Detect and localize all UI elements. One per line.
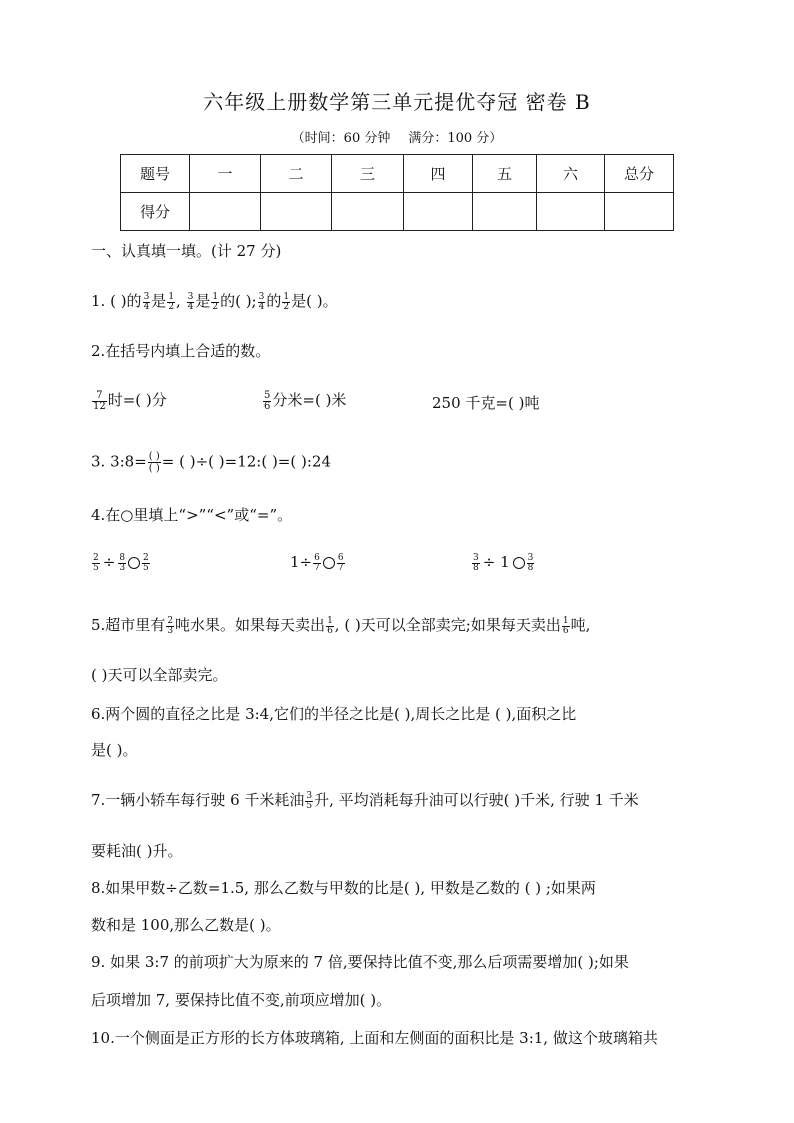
table-cell: 三 <box>332 155 404 193</box>
score-input-cell[interactable] <box>190 193 261 231</box>
fraction: $\frac{2}{5}$ <box>143 552 149 573</box>
q1-text: 是 <box>195 292 211 310</box>
fraction: $\frac{3}{4}$ <box>187 291 194 312</box>
fraction: $\frac{3}{5}$ <box>306 790 313 811</box>
question-2-stem: 2.在括号内填上合适的数。 <box>91 342 271 360</box>
fraction: $\frac{5}{6}$ <box>264 389 271 412</box>
fraction: $\frac{2}{5}$ <box>93 552 99 573</box>
q1-text: 是( )。 <box>291 292 338 310</box>
score-input-cell[interactable] <box>473 193 537 231</box>
question-4-expr-1: $\frac{2}{5}$ ÷ $\frac{8}{3}$ $\frac{2}{5}$ <box>93 552 149 573</box>
table-cell: 五 <box>473 155 537 193</box>
question-10-line-1: 10.一个侧面是正方形的长方体玻璃箱, 上面和左侧面的面积比是 3:1, 做这个玻璃箱共 <box>91 1029 658 1047</box>
question-6-line-1: 6.两个圆的直径之比是 3:4,它们的半径之比是( ),周长之比是 ( ),面积之比 <box>91 705 577 723</box>
exam-full-score: 满分：100 分） <box>408 131 503 146</box>
q1-text: 的 <box>266 292 282 310</box>
q1-text: 1. ( )的 <box>91 292 142 310</box>
fraction: $\frac{1}{2}$ <box>168 291 175 312</box>
score-input-cell[interactable] <box>404 193 473 231</box>
page-title: 六年级上册数学第三单元提优夺冠 密卷 B <box>203 90 591 114</box>
fraction: $\frac{1}{6}$ <box>562 615 569 636</box>
section-heading: 一、认真填一填。(计 27 分) <box>91 242 282 260</box>
table-cell: 四 <box>404 155 473 193</box>
score-input-cell[interactable] <box>605 193 674 231</box>
question-2-item-2: $\frac{5}{6}$ 分米=( )米 <box>264 389 347 412</box>
question-5: 5.超市里有 $\frac{2}{3}$ 吨水果。如果每天卖出 $\frac{1}{6}$ , ( )天可以全部卖完;如果每天卖出 $\frac{1}{6}$ 吨, <box>91 615 591 636</box>
q1-text: 是 <box>151 292 167 310</box>
question-9-line-2: 后项增加 7, 要保持比值不变,前项应增加( )。 <box>91 991 392 1009</box>
score-table-header-row <box>121 155 674 193</box>
question-6-line-2: 是( )。 <box>91 741 138 759</box>
question-2-item-1: $\frac{7}{12}$ 时=( )分 <box>93 389 167 412</box>
question-5-line-2: ( )天可以全部卖完。 <box>91 666 228 684</box>
fraction: $\frac{1}{6}$ <box>327 615 333 636</box>
score-input-cell[interactable] <box>332 193 404 231</box>
fraction: $\frac{8}{3}$ <box>119 552 126 573</box>
score-table <box>120 154 674 231</box>
table-cell: 题号 <box>121 155 190 193</box>
fraction: $\frac{( )}{( )}$ <box>148 451 160 474</box>
question-4-expr-3: $\frac{3}{8}$ ÷ 1 $\frac{3}{8}$ <box>473 552 534 573</box>
question-7-line-2: 要耗油( )升。 <box>91 842 183 860</box>
compare-circle[interactable] <box>128 557 140 569</box>
fraction: $\frac{6}{7}$ <box>314 552 320 573</box>
exam-time: （时间：60 分钟 <box>291 131 391 146</box>
exam-info <box>0 127 794 146</box>
question-4-expr-2: 1÷ $\frac{6}{7}$ $\frac{6}{7}$ <box>290 552 344 573</box>
q1-text: , <box>176 292 186 310</box>
fraction: $\frac{6}{7}$ <box>337 552 344 573</box>
fraction: $\frac{2}{3}$ <box>167 615 174 636</box>
question-1 <box>91 290 338 312</box>
q1-text: 的( ); <box>220 292 257 310</box>
table-cell: 总分 <box>605 155 674 193</box>
fraction: $\frac{3}{4}$ <box>143 291 150 312</box>
fraction: $\frac{3}{8}$ <box>473 552 479 573</box>
question-8-line-2: 数和是 100,那么乙数是( )。 <box>91 916 281 934</box>
fraction: $\frac{3}{8}$ <box>527 552 534 573</box>
question-7: 7.一辆小轿车每行驶 6 千米耗油 $\frac{3}{5}$ 升, 平均消耗每升油可以行驶( )千米, 行驶 1 千米 <box>91 790 639 811</box>
score-table-score-row <box>121 193 674 231</box>
fraction: $\frac{1}{2}$ <box>212 291 219 312</box>
question-2-item-3: 250 千克=( )吨 <box>432 394 540 412</box>
score-input-cell[interactable] <box>261 193 332 231</box>
question-4-stem: 4.在○里填上“>”“<”或“=”。 <box>91 506 293 524</box>
fraction: $\frac{7}{12}$ <box>93 389 106 412</box>
compare-circle[interactable] <box>513 557 525 569</box>
score-input-cell[interactable] <box>537 193 605 231</box>
table-cell: 一 <box>190 155 261 193</box>
question-8-line-1: 8.如果甲数÷乙数=1.5, 那么乙数与甲数的比是( ), 甲数是乙数的 ( ) ;如果两 <box>91 879 596 897</box>
table-cell: 二 <box>261 155 332 193</box>
fraction: $\frac{3}{4}$ <box>258 291 265 312</box>
table-cell: 得分 <box>121 193 190 231</box>
question-3: 3. 3:8= $\frac{( )}{( )}$ = ( )÷( )=12:( )=( ):24 <box>91 451 331 474</box>
question-9-line-1: 9. 如果 3:7 的前项扩大为原来的 7 倍,要保持比值不变,那么后项需要增加( );如果 <box>91 953 629 971</box>
table-cell: 六 <box>537 155 605 193</box>
compare-circle[interactable] <box>323 557 335 569</box>
fraction: $\frac{1}{2}$ <box>283 291 290 312</box>
